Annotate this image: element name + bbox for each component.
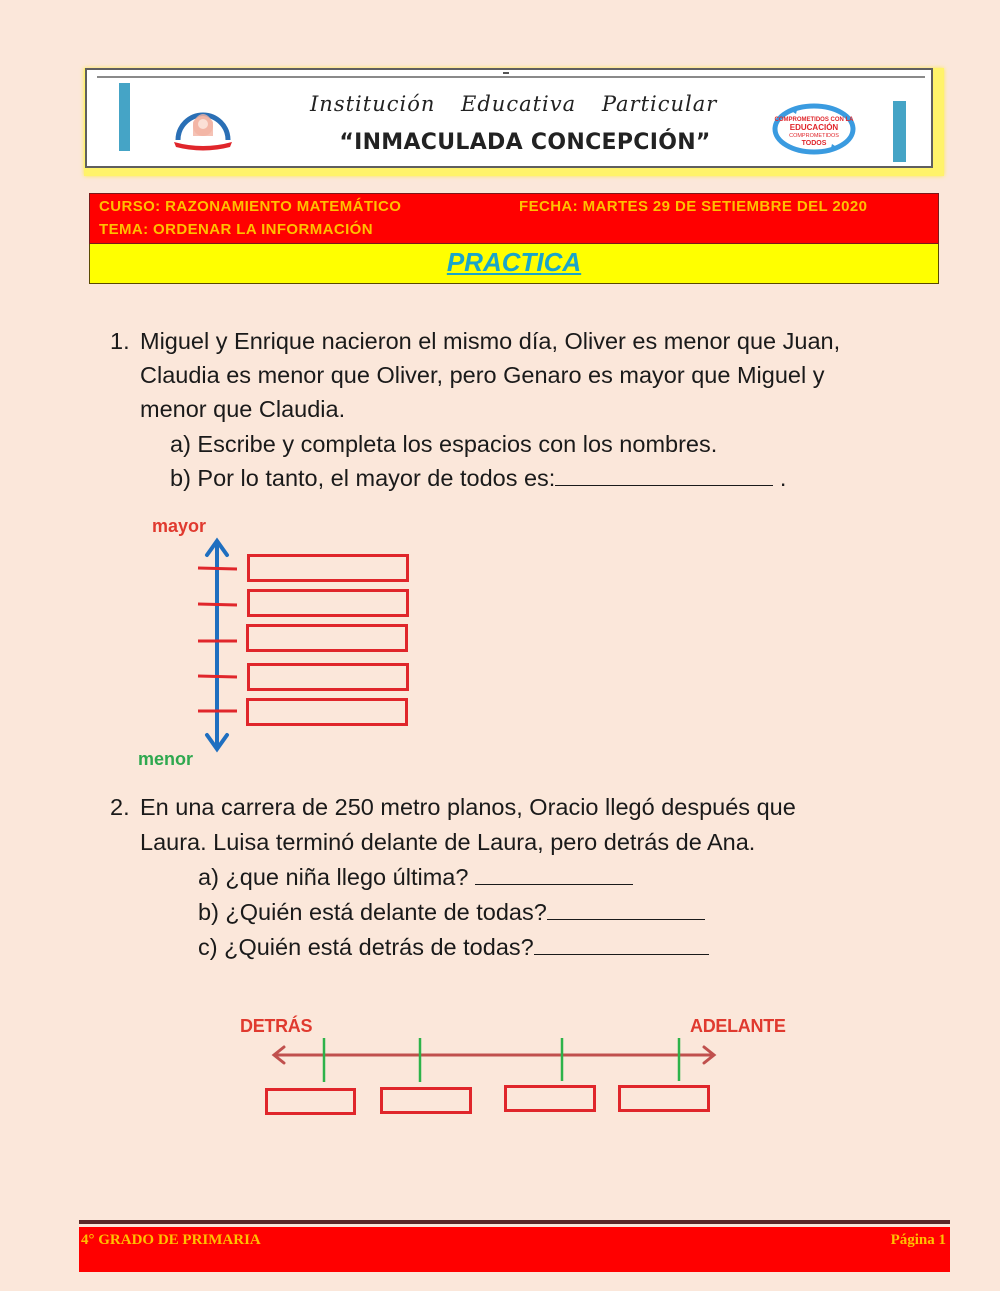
- order-answer-box-3[interactable]: [246, 624, 408, 652]
- vertical-double-arrow-icon: [190, 535, 250, 760]
- horizontal-double-arrow-icon: [268, 1034, 723, 1084]
- question-1-line-3: menor que Claudia.: [140, 396, 346, 422]
- section-title: PRACTICA: [446, 247, 582, 277]
- date-label: FECHA: MARTES 29 DE SETIEMBRE DEL 2020: [519, 198, 868, 215]
- diagram-label-detras: DETRÁS: [240, 1016, 313, 1036]
- question-1-sub-b-text: b) Por lo tanto, el mayor de todos es:: [170, 465, 556, 491]
- order-answer-box-1[interactable]: [247, 554, 409, 582]
- banner-bar-left: [119, 83, 130, 151]
- question-2-sub-b: [198, 895, 705, 929]
- race-answer-box-4[interactable]: [618, 1085, 710, 1112]
- question-2-sub-b-text: b) ¿Quién está delante de todas?: [198, 899, 547, 925]
- question-1-line-1: Miguel y Enrique nacieron el mismo día, Oliver es menor que Juan,: [140, 328, 841, 354]
- answer-blank-oldest[interactable]: [555, 464, 773, 486]
- banner-tick: [503, 72, 509, 74]
- question-1-sub-b: [170, 461, 786, 495]
- diagram-label-mayor: mayor: [152, 516, 207, 536]
- course-label: CURSO: RAZONAMIENTO MATEMÁTICO: [99, 198, 402, 215]
- question-1-sub-b-end: .: [779, 465, 787, 491]
- race-answer-box-2[interactable]: [380, 1087, 472, 1114]
- question-1-line-2: Claudia es menor que Oliver, pero Genaro es mayor que Miguel y: [140, 362, 825, 388]
- question-2-line-1: En una carrera de 250 metro planos, Oracio llegó después que: [140, 794, 796, 820]
- school-name: “INMACULADA CONCEPCIÓN”: [339, 130, 711, 155]
- school-crest-logo-icon: [168, 100, 238, 152]
- race-answer-box-1[interactable]: [265, 1088, 356, 1115]
- banner-rule: [97, 76, 925, 78]
- answer-blank-back[interactable]: [534, 933, 709, 955]
- question-2-sub-c: [198, 930, 709, 964]
- footer-page-number: Página 1: [890, 1232, 946, 1248]
- diagram-label-adelante: ADELANTE: [690, 1016, 786, 1036]
- question-1-sub-a: a) Escribe y completa los espacios con los nombres.: [170, 431, 718, 457]
- topic-label: TEMA: ORDENAR LA INFORMACIÓN: [99, 221, 373, 238]
- question-2-sub-c-text: c) ¿Quién está detrás de todas?: [198, 934, 534, 960]
- question-2-line-2: Laura. Luisa terminó delante de Laura, pero detrás de Ana.: [140, 829, 756, 855]
- question-2-sub-a-text: a) ¿que niña llego última?: [198, 864, 469, 890]
- answer-blank-front[interactable]: [547, 898, 705, 920]
- svg-text:EDUCACIÓN: EDUCACIÓN: [789, 123, 839, 132]
- order-answer-box-2[interactable]: [247, 589, 409, 617]
- race-answer-box-3[interactable]: [504, 1085, 596, 1112]
- question-2-sub-a: [198, 860, 633, 894]
- svg-text:COMPROMETIDOS CON LA: COMPROMETIDOS CON LA: [774, 117, 854, 123]
- question-1-number: 1.: [110, 328, 130, 354]
- order-answer-box-4[interactable]: [247, 663, 409, 691]
- footer-rule: [79, 1220, 950, 1224]
- education-circle-logo-icon: [770, 102, 858, 156]
- banner-bar-right: [893, 101, 906, 162]
- question-2-number: 2.: [110, 794, 130, 820]
- order-answer-box-5[interactable]: [246, 698, 408, 726]
- footer-grade: 4° GRADO DE PRIMARIA: [81, 1232, 261, 1248]
- answer-blank-last[interactable]: [475, 863, 633, 885]
- diagram-label-menor: menor: [138, 749, 194, 769]
- svg-text:TODOS: TODOS: [801, 140, 827, 147]
- svg-text:COMPROMETIDOS: COMPROMETIDOS: [789, 133, 839, 139]
- institution-line: Institución Educativa Particular: [310, 92, 718, 116]
